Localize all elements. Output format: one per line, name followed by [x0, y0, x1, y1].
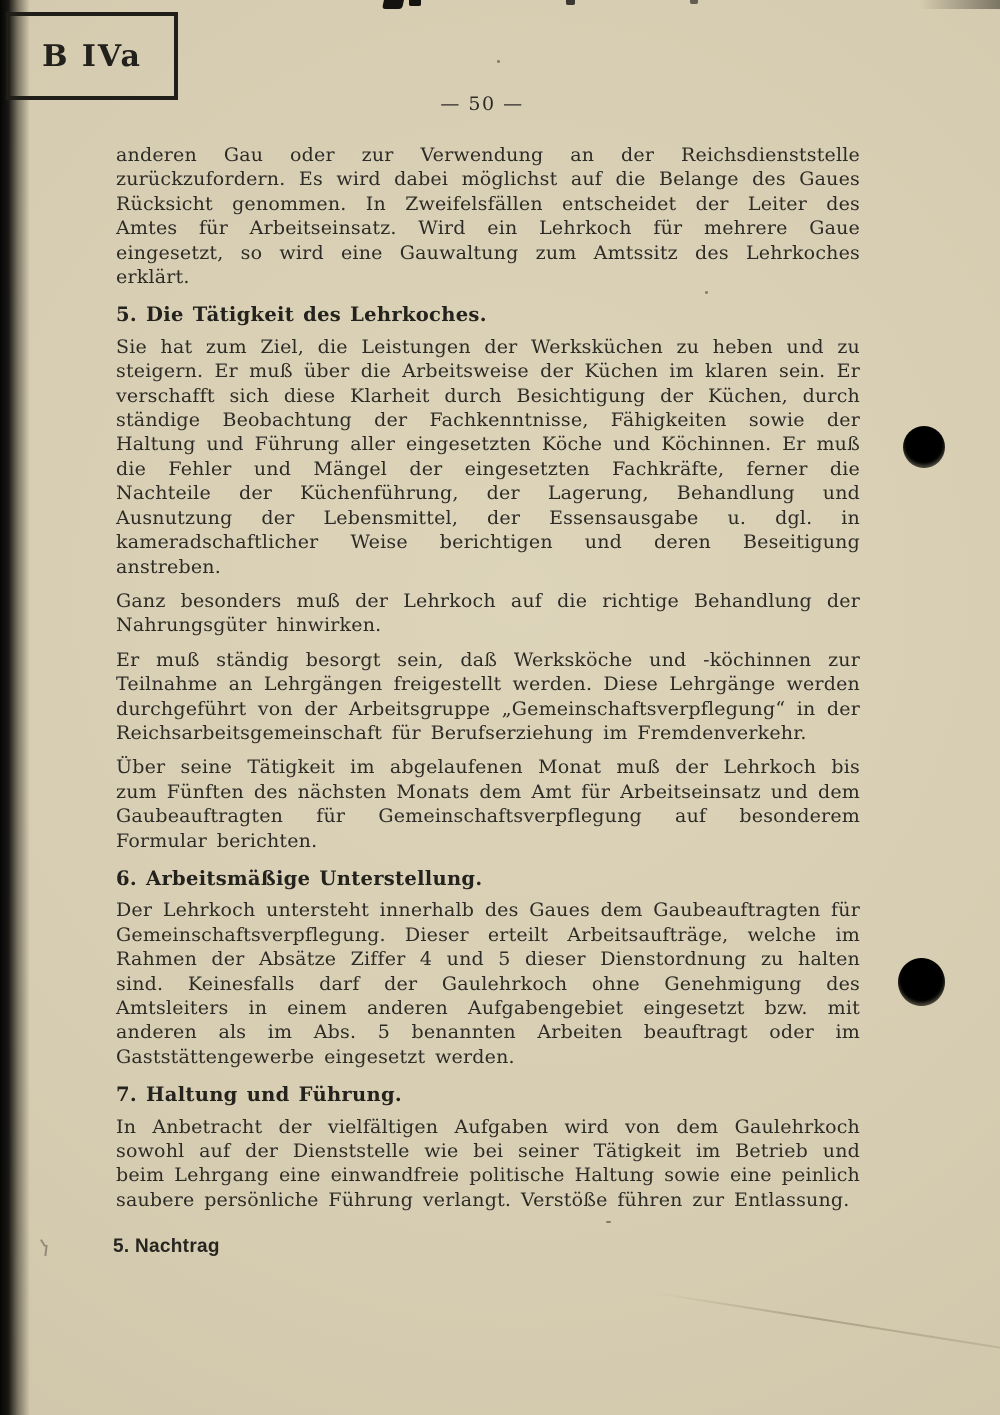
body-paragraph: Ganz besonders muß der Lehrkoch auf die richtige Behandlung der Nahrungsgüter hinwirken.	[116, 589, 860, 637]
section-heading: 7. Haltung und Führung.	[116, 1083, 402, 1107]
ink-smudge	[566, 0, 575, 5]
body-paragraph: In Anbetracht der vielfältigen Aufgaben wird von dem Gaulehrkoch sowohl auf der Dienststelle wie bei seiner Tätigkeit im Betrieb und beim Lehrgang eine einwandfreie politische Haltung sowie eine peinlich saubere persönliche Führung verlangt. Verstöße führen zur Entlassung.	[116, 1115, 860, 1211]
section-heading: 6. Arbeitsmäßige Unterstellung.	[116, 866, 483, 890]
section-heading: 5. Die Tätigkeit des Lehrkoches.	[116, 303, 487, 327]
paper-speck	[497, 60, 500, 63]
punch-hole-icon	[898, 958, 945, 1006]
body-paragraph: Er muß ständig besorgt sein, daß Werksköche und -köchinnen zur Teilnahme an Lehrgängen freigestellt werden. Diese Lehrgänge werden durchgeführt von der Arbeitsgruppe „Gemeinschaftsverpflegung“ in der Reichsarbeitsgemeinschaft für Berufserziehung im Fremdenverkehr.	[116, 648, 860, 744]
punch-hole-icon	[903, 426, 945, 468]
scan-edge-shadow	[0, 0, 30, 1415]
corner-shadow	[920, 0, 1000, 9]
paper-crease	[655, 1292, 1000, 1352]
stray-mark-icon	[40, 1239, 52, 1256]
ink-smudge	[690, 0, 698, 4]
ink-smudge	[382, 0, 404, 9]
document-body	[116, 143, 860, 1222]
body-paragraph: Sie hat zum Ziel, die Leistungen der Werksküchen zu heben und zu steigern. Er muß über die Arbeitsweise der Küchen im klaren sein. Er verschafft sich diese Klarheit durch Besichtigung der Küchen, durch ständige Beobachtung der Fachkenntnisse, Fähigkeiten sowie der Haltung und Führung aller eingesetzten Köche und Köchinnen. Er muß die Fehler und Mängel der eingesetzten Fachkräfte, ferner die Nachteile der Küchenführung, der Lagerung, Behandlung und Ausnutzung der Lebensmittel, der Essensausgabe u. dgl. in kameradschaftlicher Weise berichtigen und deren Beseitigung anstreben.	[116, 335, 860, 578]
footer-note: 5. Nachtrag	[113, 1236, 220, 1257]
body-paragraph: anderen Gau oder zur Verwendung an der Reichsdienststelle zurückzufordern. Es wird dabei möglichst auf die Belange des Gaues Rücksicht genommen. In Zweifelsfällen entscheidet der Leiter des Amtes für Arbeitseinsatz. Wird ein Lehrkoch für mehrere Gaue eingesetzt, so wird eine Gauwaltung zum Amtssitz des Lehrkoches erklärt.	[116, 144, 860, 289]
page-number: — 50 —	[440, 93, 524, 115]
stamp-label: B IVa	[42, 38, 142, 74]
body-paragraph: Über seine Tätigkeit im abgelaufenen Monat muß der Lehrkoch bis zum Fünften des nächsten Monats dem Amt für Arbeitseinsatz und dem Gaubeauftragten für Gemeinschaftsverpflegung auf besonderem Formular berichten.	[116, 756, 860, 852]
body-paragraph: Der Lehrkoch untersteht innerhalb des Gaues dem Gaubeauftragten für Gemeinschaftsverpflegung. Dieser erteilt Arbeitsaufträge, welche im Rahmen der Absätze Ziffer 4 und 5 dieser Dienstordnung zu halten sind. Keinesfalls darf der Gaulehrkoch ohne Genehmigung des Amtsleiters in einem anderen Aufgabengebiet eingesetzt bzw. mit anderen als im Abs. 5 benannten Arbeiten beauftragt oder im Gaststättengewerbe eingesetzt werden.	[116, 899, 860, 1068]
ink-smudge	[409, 0, 421, 6]
classification-stamp	[6, 12, 178, 100]
